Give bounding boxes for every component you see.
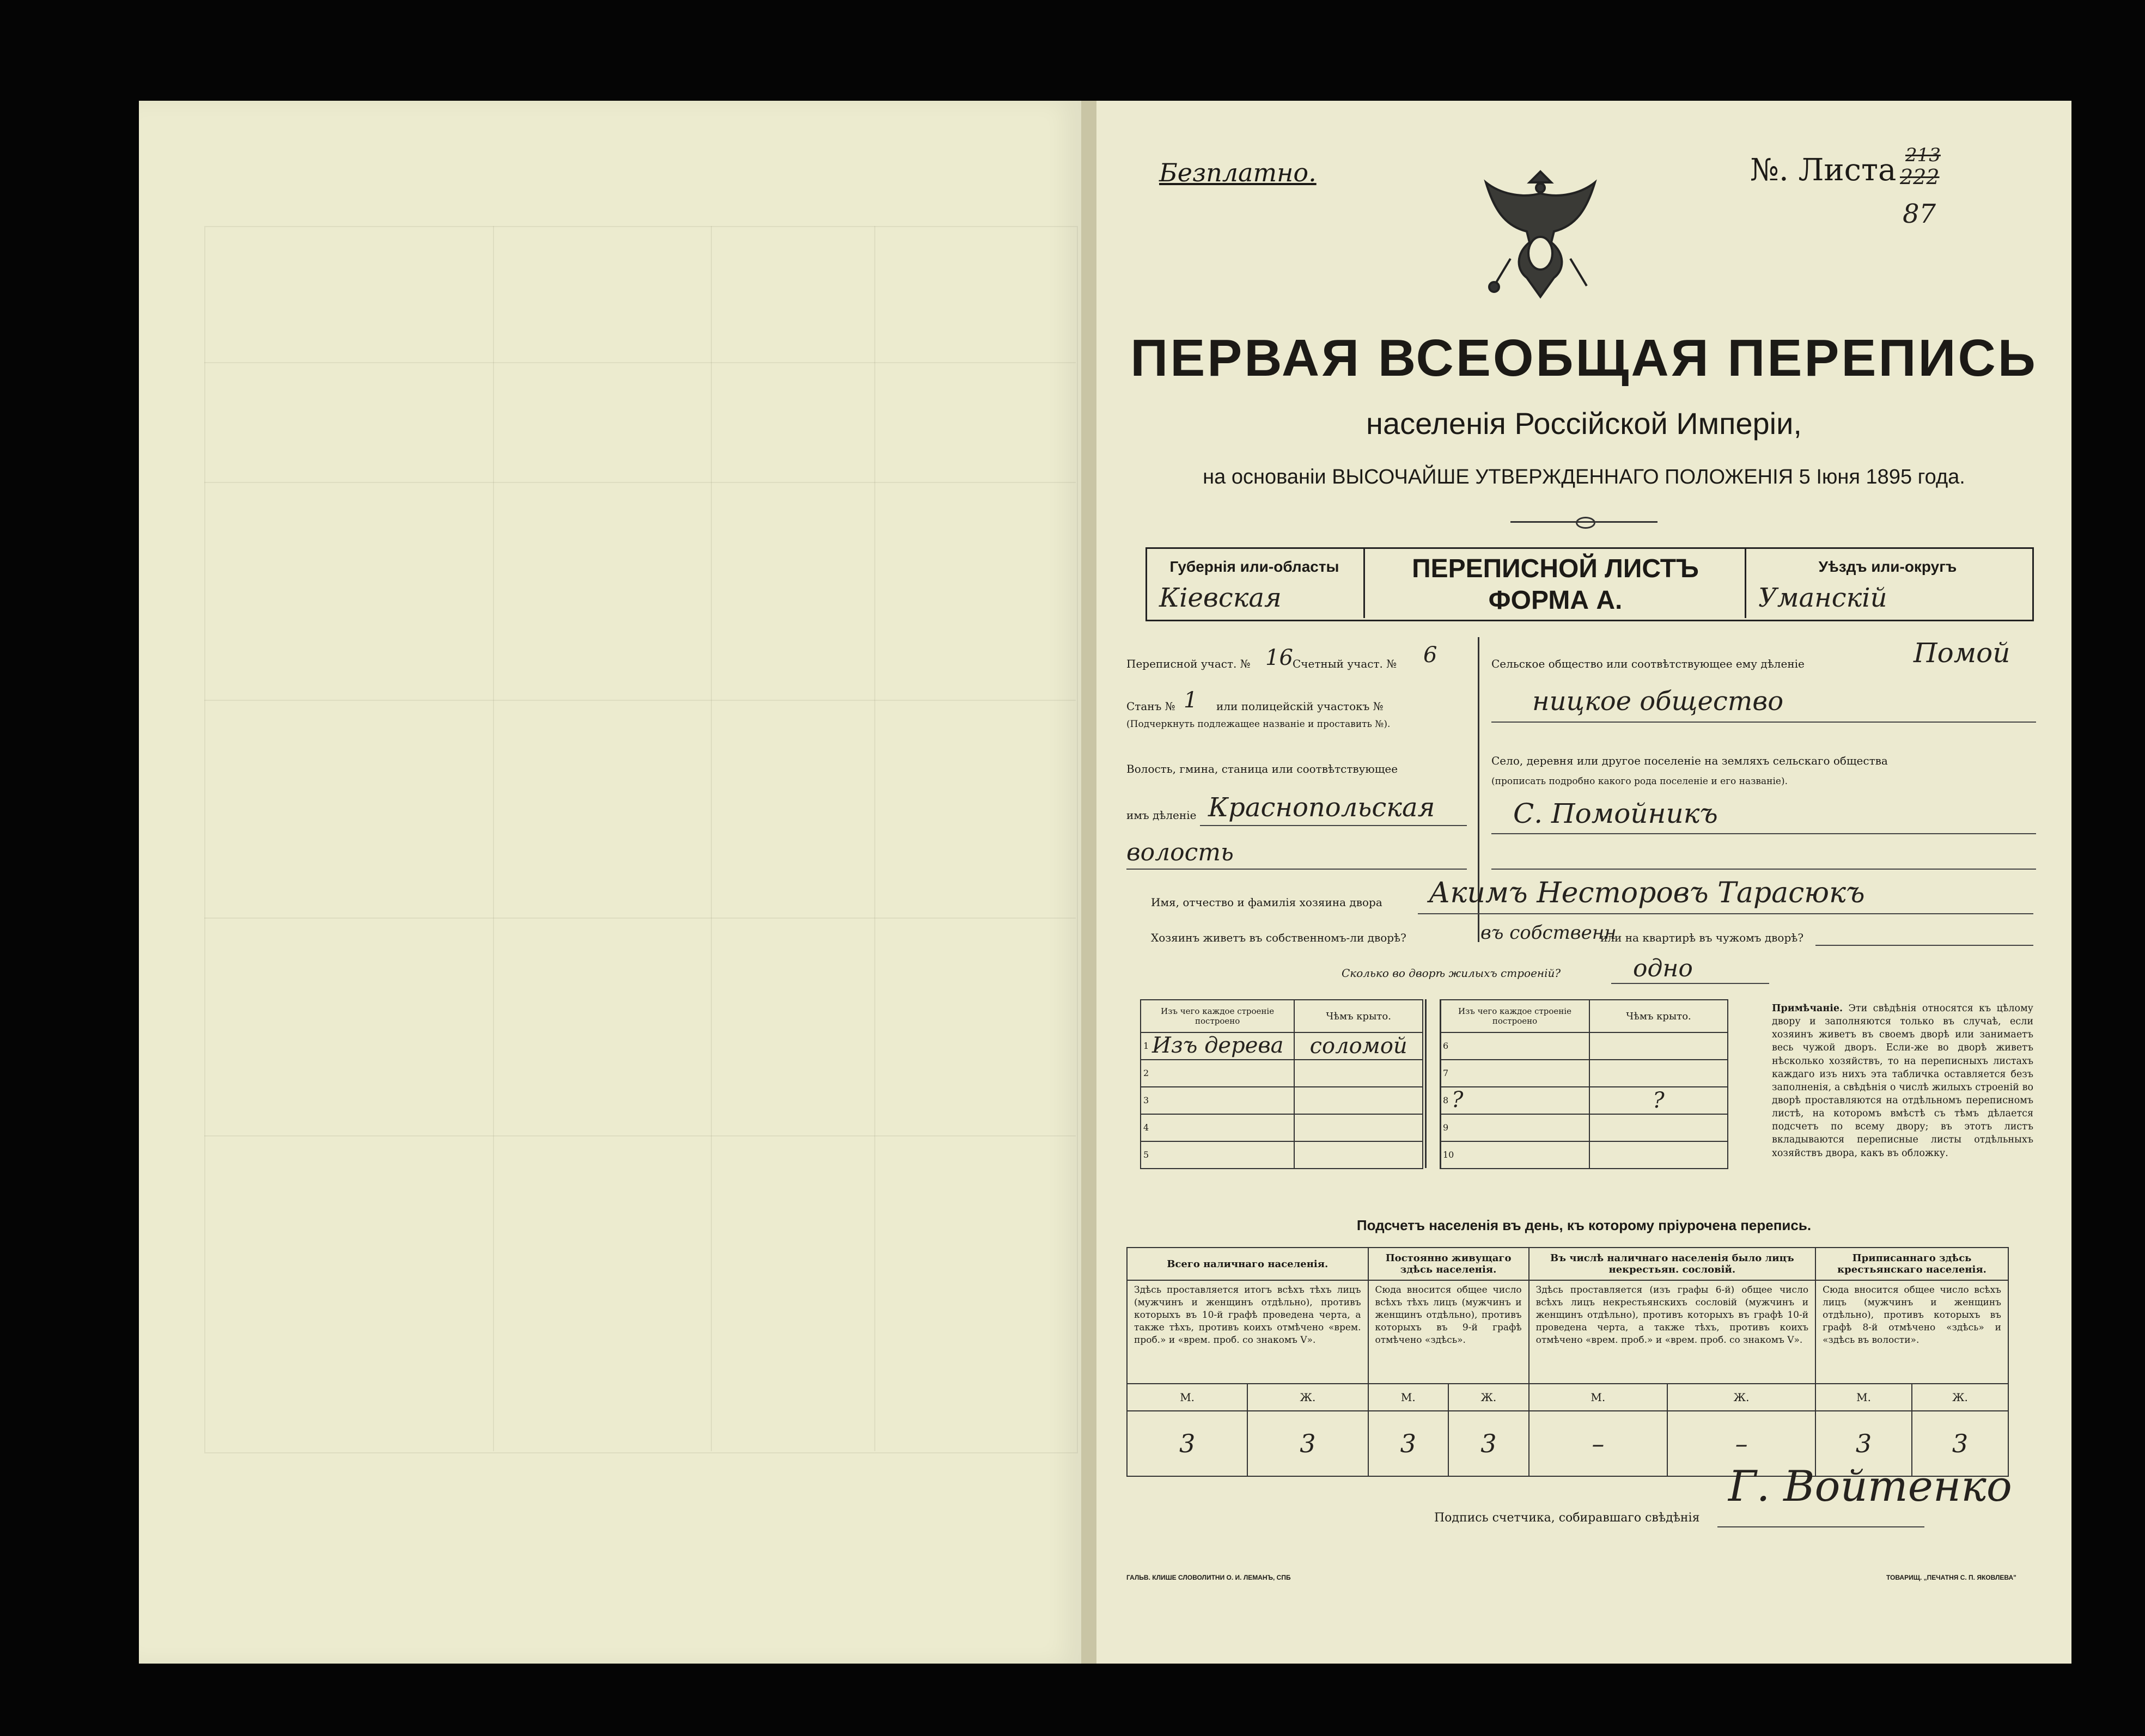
- form-header-divider: [1745, 547, 1746, 618]
- uchastok-value: 16: [1265, 645, 1293, 670]
- count-sex-row: [1127, 1384, 2008, 1411]
- building-row: [1141, 1087, 1423, 1114]
- bleed-through-line: [874, 226, 875, 1451]
- building-row: [1440, 1032, 1728, 1060]
- buildings-table-right: [1440, 999, 1728, 1169]
- count-desc-row: [1127, 1280, 2008, 1384]
- building-roof-cell: [1589, 1032, 1728, 1060]
- volost-value: Краснопольская: [1208, 792, 1435, 823]
- printer-right: ТОВАРИЩ. „ПЕЧАТНЯ С. П. ЯКОВЛЕВА": [1886, 1574, 2016, 1581]
- own-yard-value: въ собственн: [1480, 922, 1617, 944]
- building-material-cell: [1141, 1060, 1294, 1087]
- village-value: С. Помойникъ: [1513, 798, 1718, 829]
- building-roof-cell: [1589, 1114, 1728, 1141]
- building-row-number: 9: [1443, 1122, 1449, 1133]
- volost-label-2: имъ дѣленіе: [1126, 809, 1197, 822]
- male-label: М.: [1529, 1384, 1667, 1411]
- uezd-label: Уѣздъ или-округъ: [1818, 558, 1957, 575]
- form-header-divider: [1363, 547, 1365, 618]
- census-basis: на основаніи ВЫСОЧАЙШЕ УТВЕРЖДЕННАГО ПОЛОЖЕНІЯ 5 Іюня 1895 года.: [1203, 466, 1965, 488]
- female-count: 3: [1448, 1411, 1529, 1476]
- female-label: Ж.: [1247, 1384, 1368, 1411]
- building-material-value: ?: [1452, 1087, 1464, 1112]
- sheet-number-struck-1: 213: [1905, 144, 1941, 166]
- count-group-title: Въ числѣ наличнаго населенія было лицъ некрестьян. сословій.: [1529, 1248, 1815, 1280]
- building-material-cell: [1440, 1114, 1589, 1141]
- male-label: М.: [1815, 1384, 1912, 1411]
- note-label: Примѣчаніе.: [1772, 1003, 1843, 1014]
- buildings-label: Сколько во дворѣ жилыхъ строеній?: [1342, 967, 1561, 980]
- book-spine: [1081, 101, 1096, 1664]
- rented-yard-label: или на квартирѣ въ чужомъ дворѣ?: [1600, 931, 1804, 944]
- sheet-number-value: 87: [1903, 199, 1936, 229]
- building-roof-cell: [1294, 1032, 1423, 1060]
- female-count: 3: [1912, 1411, 2008, 1476]
- buildings-underline: [1611, 983, 1769, 984]
- building-material-cell: [1440, 1032, 1589, 1060]
- volost-value-2: волость: [1126, 839, 1234, 866]
- col-roof-header: Чѣмъ крыто.: [1589, 1000, 1728, 1032]
- col-roof-header: Чѣмъ крыто.: [1294, 1000, 1423, 1032]
- police-label: или полицейскій участокъ №: [1216, 700, 1384, 713]
- bleed-through-line: [204, 918, 1076, 919]
- signature-label: Подпись счетчика, собиравшаго свѣдѣнія: [1434, 1511, 1700, 1525]
- building-material-cell: [1141, 1114, 1294, 1141]
- volost-label: Волость, гмина, станица или соотвѣтствующее: [1126, 762, 1398, 775]
- male-count: –: [1529, 1411, 1667, 1476]
- building-row-number: 4: [1143, 1122, 1149, 1133]
- building-row: [1440, 1114, 1728, 1141]
- signature-underline: [1717, 1526, 1924, 1527]
- owner-name-underline: [1418, 913, 2033, 914]
- owner-name-label: Имя, отчество и фамилія хозяина двора: [1151, 896, 1382, 909]
- building-roof-cell: [1294, 1114, 1423, 1141]
- building-material-cell: [1440, 1141, 1589, 1169]
- building-material-cell: [1440, 1087, 1589, 1114]
- building-material-cell: [1141, 1141, 1294, 1169]
- building-material-cell: [1440, 1060, 1589, 1087]
- society-value-2: ницкое общество: [1532, 686, 1784, 717]
- male-count: 3: [1815, 1411, 1912, 1476]
- building-roof-value: ?: [1653, 1088, 1665, 1113]
- sheet-number-label: №. Листа: [1750, 152, 1897, 188]
- bleed-through-line: [711, 226, 712, 1451]
- population-count-table: [1126, 1247, 2009, 1477]
- own-yard-label: Хозяинъ живетъ въ собственномъ-ли дворѣ?: [1151, 931, 1406, 944]
- buildings-value: одно: [1633, 955, 1693, 982]
- village-label: Село, деревня или другое поселеніе на земляхъ сельскаго общества: [1491, 754, 1888, 767]
- free-label: Безплатно.: [1159, 158, 1317, 187]
- male-label: М.: [1368, 1384, 1449, 1411]
- female-count: –: [1667, 1411, 1815, 1476]
- building-row-number: 3: [1143, 1095, 1149, 1105]
- building-material-cell: [1141, 1032, 1294, 1060]
- building-row-number: 1: [1143, 1041, 1149, 1051]
- building-row: [1141, 1060, 1423, 1087]
- building-roof-cell: [1589, 1087, 1728, 1114]
- bleed-through-line: [204, 362, 1076, 363]
- society-label: Сельское общество или соотвѣтствующее ему дѣленіе: [1491, 657, 1805, 670]
- count-group-desc: Здѣсь проставляется (изъ графы 6-й) общее число всѣхъ лицъ некрестьянскихъ сословій (мужчинъ и женщинъ отдѣльно), противъ которыхъ въ графѣ 10-й проведена черта, а также тѣхъ, противъ коихъ отмѣчено «врем. проб.» и «врем. проб. со знакомъ V».: [1529, 1280, 1815, 1384]
- count-group-title: Постоянно живущаго здѣсь населенія.: [1368, 1248, 1529, 1280]
- census-subtitle: населенія Россійской Имперіи,: [1366, 406, 1802, 441]
- bleed-through-line: [493, 226, 494, 1451]
- building-material-cell: [1141, 1087, 1294, 1114]
- census-form-page: [1096, 101, 2071, 1664]
- building-roof-value: соломой: [1309, 1034, 1407, 1059]
- counter-signature: Г. Войтенко: [1728, 1462, 2012, 1511]
- form-title: ПЕРЕПИСНОЙ ЛИСТЪ: [1412, 554, 1699, 583]
- building-row-number: 10: [1443, 1150, 1454, 1160]
- table-double-rule: [1425, 999, 1441, 1168]
- count-heading: Подсчетъ населенія въ день, къ которому пріурочена перепись.: [1356, 1217, 1812, 1233]
- gubernia-value: Кіевская: [1159, 583, 1282, 613]
- building-row: [1141, 1032, 1423, 1060]
- imperial-eagle-emblem: [1478, 161, 1603, 302]
- count-group-title: Всего наличнаго населенія.: [1127, 1248, 1368, 1280]
- count-group-desc: Сюда вносится общее число всѣхъ лицъ (мужчинъ и женщинъ отдѣльно), противъ которыхъ въ графѣ 8-й отмѣчено «здѣсь» и «здѣсь въ волости».: [1815, 1280, 2008, 1384]
- uezd-value: Уманскій: [1758, 583, 1887, 613]
- building-row-number: 6: [1443, 1041, 1449, 1051]
- schetny-value: 6: [1423, 643, 1437, 668]
- own-yard-underline: [1815, 945, 2033, 946]
- stan-label: Станъ №: [1126, 700, 1175, 713]
- bleed-through-table: [204, 226, 1078, 1453]
- sheet-number-struck-2: 222: [1900, 165, 1940, 189]
- volost-underline: [1200, 825, 1467, 826]
- form-subtitle: ФОРМА А.: [1488, 586, 1623, 615]
- uchastok-label: Переписной участ. №: [1126, 657, 1251, 670]
- bleed-through-line: [204, 700, 1076, 701]
- owner-name-value: Акимъ Несторовъ Тарасюкъ: [1429, 877, 1865, 909]
- female-label: Ж.: [1448, 1384, 1529, 1411]
- female-label: Ж.: [1912, 1384, 2008, 1411]
- society-value: Помой: [1914, 637, 2010, 669]
- building-material-value: Изъ дерева: [1152, 1033, 1284, 1058]
- left-page-blank: [139, 101, 1081, 1664]
- note-text: Эти свѣдѣнія относятся къ цѣлому двору и заполняются только въ случаѣ, если хозяинъ живетъ въ своемъ дворѣ или занимаетъ весь чужой дворъ. Если-же во дворѣ живетъ нѣсколько хозяйствъ, то на переписныхъ листахъ каждаго изъ нихъ эта табличка оставляется безъ заполненія, а свѣдѣнія о числѣ жилыхъ строеній во дворѣ проставляются на отдѣльномъ переписномъ листѣ, на которомъ вмѣстѣ съ тѣмъ дѣлается подсчетъ по всему двору; въ этотъ листъ вкладываются переписные листы отдѣльныхъ хозяйствъ двора, какъ въ обложку.: [1772, 1003, 2033, 1159]
- building-roof-cell: [1589, 1060, 1728, 1087]
- male-label: М.: [1127, 1384, 1247, 1411]
- count-title-row: [1127, 1248, 2008, 1280]
- building-row-number: 2: [1143, 1068, 1149, 1078]
- building-roof-cell: [1589, 1141, 1728, 1169]
- volost-underline-2: [1126, 869, 1467, 870]
- gubernia-label: Губернія или-областы: [1169, 558, 1339, 575]
- building-row: [1440, 1087, 1728, 1114]
- building-row-number: 8: [1443, 1095, 1449, 1105]
- bleed-through-line: [204, 482, 1076, 483]
- male-count: 3: [1127, 1411, 1247, 1476]
- female-label: Ж.: [1667, 1384, 1815, 1411]
- building-row-number: 7: [1443, 1068, 1449, 1078]
- building-roof-cell: [1294, 1087, 1423, 1114]
- col-material-header: Изъ чего каждое строеніе построено: [1141, 1000, 1294, 1032]
- printer-left: ГАЛЬВ. КЛИШЕ СЛОВОЛИТНИ О. И. ЛЕМАНЪ, СПБ: [1126, 1574, 1291, 1581]
- village-underline: [1491, 833, 2036, 834]
- building-row-number: 5: [1143, 1150, 1149, 1160]
- building-row: [1141, 1114, 1423, 1141]
- note-block: [1772, 1002, 2033, 1160]
- count-group-desc: Сюда вносится общее число всѣхъ тѣхъ лицъ (мужчинъ и женщинъ отдѣльно), противъ которыхъ въ 9-й графѣ отмѣчено «здѣсь».: [1368, 1280, 1529, 1384]
- building-roof-cell: [1294, 1060, 1423, 1087]
- society-underline: [1491, 722, 2036, 723]
- schetny-label: Счетный участ. №: [1293, 657, 1397, 670]
- bleed-through-line: [204, 1135, 1076, 1136]
- building-row: [1141, 1141, 1423, 1169]
- census-title: ПЕРВАЯ ВСЕОБЩАЯ ПЕРЕПИСЬ: [1130, 329, 2038, 387]
- building-roof-cell: [1294, 1141, 1423, 1169]
- stan-value: 1: [1184, 688, 1198, 713]
- col-material-header: Изъ чего каждое строеніе построено: [1440, 1000, 1589, 1032]
- building-row: [1440, 1060, 1728, 1087]
- female-count: 3: [1247, 1411, 1368, 1476]
- male-count: 3: [1368, 1411, 1449, 1476]
- count-group-desc: Здѣсь проставляется итогъ всѣхъ тѣхъ лицъ (мужчинъ и женщинъ отдѣльно), противъ которыхъ въ 10-й графѣ проведена черта, а также тѣхъ, противъ коихъ отмѣчено «врем. проб.» и «врем. проб. со знакомъ V».: [1127, 1280, 1368, 1384]
- village-note: (прописать подробно какого рода поселеніе и его названіе).: [1491, 776, 1788, 787]
- ornament-center: [1576, 517, 1595, 529]
- village-underline-2: [1491, 869, 2036, 870]
- building-row: [1440, 1141, 1728, 1169]
- police-note: (Подчеркнуть подлежащее названіе и проставить №).: [1126, 719, 1391, 730]
- count-group-title: Приписаннаго здѣсь крестьянскаго населенія.: [1815, 1248, 2008, 1280]
- buildings-table-left: [1140, 999, 1423, 1169]
